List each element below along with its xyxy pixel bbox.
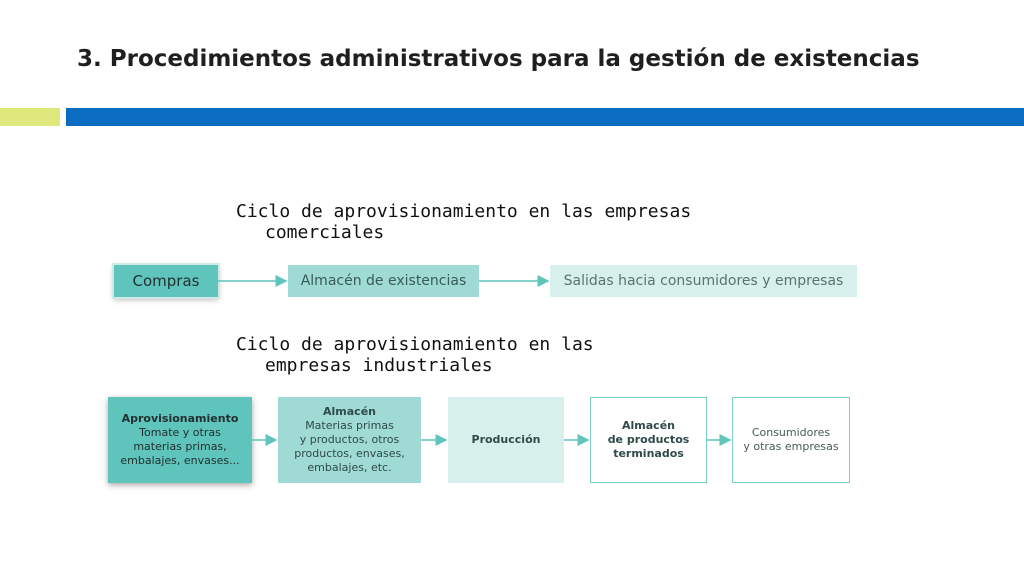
accent-bar-yellow — [0, 108, 60, 126]
step-almacen-terminados-title: Almacén de productos terminados — [607, 419, 690, 460]
accent-bar-blue — [66, 108, 1024, 126]
step-compras: Compras — [114, 265, 218, 297]
heading-comerciales-line1: Ciclo de aprovisionamiento en las empresas — [236, 201, 692, 222]
slide-title: 3. Procedimientos administrativos para la gestión de existencias — [77, 46, 920, 72]
step-salidas: Salidas hacia consumidores y empresas — [550, 265, 857, 297]
step-produccion-title: Producción — [471, 433, 541, 446]
step-consumidores-sub: Consumidores y otras empresas — [743, 426, 839, 453]
step-almacen-existencias: Almacén de existencias — [288, 265, 479, 297]
step-almacen-sub: Materias primas y productos, otros productos, envases, embalajes, etc. — [294, 419, 405, 474]
heading-industriales-line1: Ciclo de aprovisionamiento en las — [236, 334, 594, 355]
step-produccion — [448, 397, 564, 483]
heading-comerciales — [236, 201, 691, 243]
step-aprovisionamiento — [108, 397, 252, 483]
heading-comerciales-line2: comerciales — [265, 222, 385, 243]
step-aprovisionamiento-title: Aprovisionamiento — [121, 412, 239, 425]
step-almacen-title: Almacén — [323, 405, 376, 418]
step-almacen-terminados — [590, 397, 707, 483]
heading-industriales — [236, 334, 594, 376]
step-aprovisionamiento-sub: Tomate y otras materias primas, embalajes, envases... — [120, 426, 240, 467]
step-almacen — [278, 397, 421, 483]
step-consumidores — [732, 397, 850, 483]
heading-industriales-line2: empresas industriales — [265, 355, 493, 376]
